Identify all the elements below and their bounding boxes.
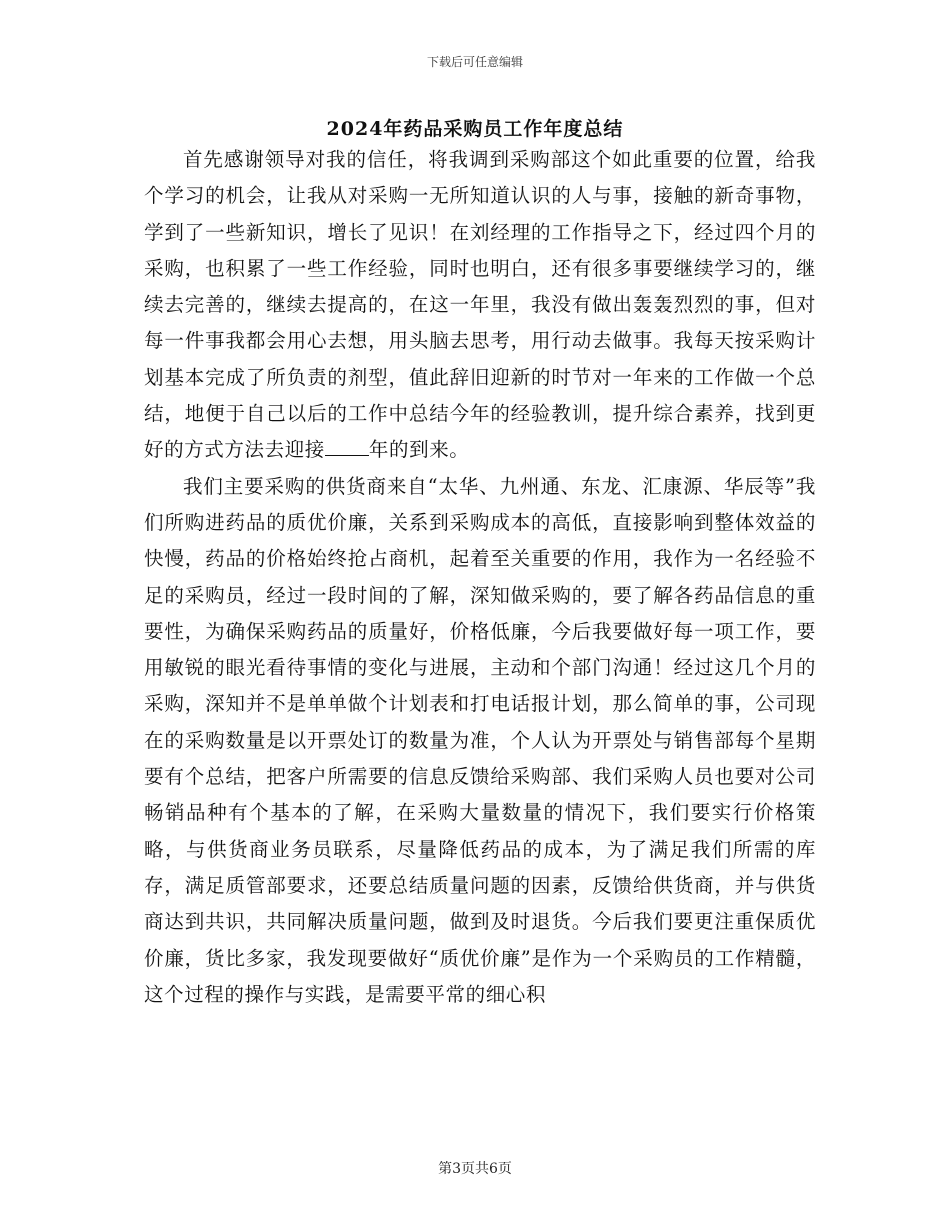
header-note: 下载后可任意编辑	[426, 55, 523, 69]
paragraph-2: 我们主要采购的供货商来自“太华、九州通、东龙、汇康源、华辰等”我们所购进药品的质优价廉，关系到采购成本的高低，直接影响到整体效益的快慢，药品的价格始终抢占商机，起着至关重要的作用，我作为一名经验不足的采购员，经过一段时间的了解，深知做采购的，要了解各药品信息的重要性，为确保采购药品的质量好，价格低廉，今后我要做好每一项工作，要用敏锐的眼光看待事情的变化与进展，主动和个部门沟通！经过这几个月的采购，深知并不是单单做个计划表和打电话报计划，那么简单的事，公司现在的采购数量是以开票处订的数量为准，个人认为开票处与销售部每个星期要有个总结，把客户所需要的信息反馈给采购部、我们采购人员也要对公司畅销品种有个基本的了解，在采购大量数量的情况下，我们要实行价格策略，与供货商业务员联系，尽量降低药品的成本，为了满足我们所需的库存，满足质管部要求，还要总结质量问题的因素，反馈给供货商，并与供货商达到共识，共同解决质量问题，做到及时退货。今后我们要更注重保质优价廉，货比多家，我发现要做好“质优价廉”是作为一个采购员的工作精髓，这个过程的操作与实践，是需要平常的细心积	[144, 474, 816, 1006]
paragraph-1-text: 首先感谢领导对我的信任，将我调到采购部这个如此重要的位置，给我个学习的机会，让我从对采购一无所知道认识的人与事，接触的新奇事物，学到了一些新知识，增长了见识！在刘经理的工作指导之下，经过四个月的采购，也积累了一些工作经验，同时也明白，还有很多事要继续学习的，继续去完善的，继续去提高的，在这一年里，我没有做出轰轰烈烈的事，但对每一件事我都会用心去想，用头脑去思考，用行动去做事。我每天按采购计划基本完成了所负责的剂型，值此辞旧迎新的时节对一年来的工作做一个总结，地便于自己以后的工作中总结今年的经验教训，提升综合素养，找到更好的方式方法去迎接	[144, 148, 816, 462]
paragraph-1	[144, 142, 816, 469]
paragraph-1-ending: 年的到来。	[368, 438, 470, 462]
document-body	[144, 142, 816, 1013]
document-title: 2024年药品采购员工作年度总结	[326, 118, 624, 140]
fill-in-blank	[325, 437, 369, 456]
page-number-footer: 第3页共6页	[438, 1161, 512, 1177]
